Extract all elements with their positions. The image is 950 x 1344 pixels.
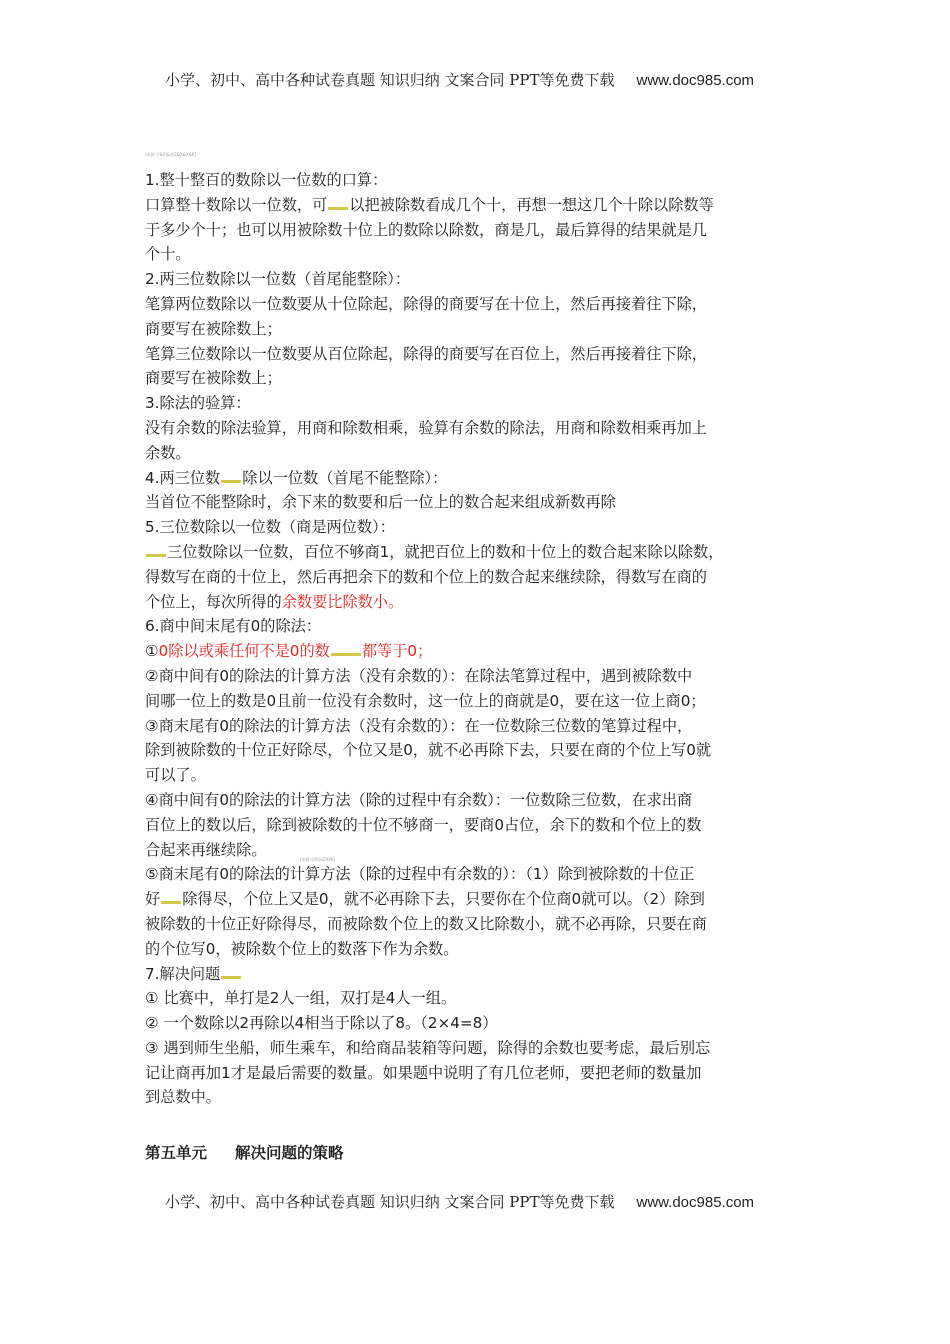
heading-1: 1.整十整百的数除以一位数的口算：	[145, 171, 388, 189]
text-line: 到总数中。	[145, 1088, 221, 1107]
heading-2: 2.两三位数除以一位数（首尾能整除）：	[145, 270, 411, 289]
text-line: ③ 遇到师生坐船，师生乘车，和给商品装箱等问题，除得的余数也要考虑，最后别忘	[145, 1038, 711, 1057]
text-line: 三位数除以一位数，百位不够商1，就把百位上的数和十位上的数合起来除以除数，	[145, 540, 813, 565]
text-line: 可以了。	[145, 766, 206, 785]
header-text: 小学、初中、高中各种试卷真题 知识归纳 文案合同 PPT等免费下载	[165, 71, 615, 89]
heading-4: 4.两三位数 除以一位数（首尾不能整除）：	[145, 468, 448, 487]
text-line: ①0除以或乘任何不是0的数 都等于0；	[145, 642, 433, 661]
text-line: 被除数的十位正好除得尽，而被除数个位上的数又比除数小，就不必再除，只要在商	[145, 914, 707, 933]
red-emphasis: 余数要比除数小。	[281, 592, 404, 611]
highlight-mark	[221, 976, 241, 979]
highlight-mark	[331, 653, 361, 656]
header-url[interactable]: www.doc985.com	[636, 72, 755, 89]
highlight-mark	[328, 207, 348, 210]
section-name: 解决问题的策略	[235, 1144, 344, 1162]
heading-6: 6.商中间末尾有0的除法：	[145, 617, 322, 636]
text-line: ① 比赛中，单打是2人一组，双打是4人一组。	[145, 989, 457, 1008]
text-line: 个位上，每次所得的余数要比除数小。	[145, 592, 404, 611]
text-line: ④商中间有0的除法的计算方法（除的过程中有余数）：一位数除三位数，在求出商	[145, 790, 693, 809]
text-line: 个十。	[145, 245, 191, 264]
text-line: ② 一个数除以2再除以4相当于除以了8。（2×4=8）	[145, 1014, 498, 1033]
highlight-mark	[161, 901, 181, 904]
source-watermark: [来源:学&科&网Z&X&X&K]	[145, 152, 196, 157]
text-line: 笔算两位数除以一位数要从十位除起，除得的商要写在十位上，然后再接着往下除，	[145, 294, 707, 313]
text-line: ③商末尾有0的除法的计算方法（没有余数的）：在一位数除三位数的笔算过程中，	[145, 716, 693, 735]
document-body	[145, 168, 813, 1110]
heading-5: 5.三位数除以一位数（商是两位数）：	[145, 518, 395, 537]
text-line: 余数。	[145, 443, 191, 462]
text-line: ⑤商末尾有0的除法的计算方法（除的过程中有余数的）：（1）除到被除数的十位正	[145, 865, 695, 884]
text-line: 口算整十数除以一位数，可 以把被除数看成几个十，再想一想这几个十除以除数等	[145, 195, 714, 214]
text-line: 好 除得尽，个位上又是0，就不必再除下去，只要你在个位商0就可以。（2）除到	[145, 890, 705, 909]
footer-url[interactable]: www.doc985.com	[636, 1194, 755, 1211]
section-unit: 第五单元	[145, 1144, 208, 1162]
text-line: 的个位写0，被除数个位上的数落下作为余数。	[145, 939, 459, 958]
text-line: 当首位不能整除时，余下来的数要和后一位上的数合起来组成新数再除	[145, 493, 616, 512]
footer-text: 小学、初中、高中各种试卷真题 知识归纳 文案合同 PPT等免费下载	[165, 1193, 615, 1211]
red-emphasis: 都等于0；	[361, 642, 433, 661]
page-footer	[165, 1191, 754, 1212]
red-emphasis: 0除以或乘任何不是0的数	[158, 642, 330, 661]
highlight-mark	[146, 554, 166, 557]
text-line: 商要写在被除数上；	[145, 319, 282, 338]
text-line: 商要写在被除数上；	[145, 369, 282, 388]
source-watermark: [来源:学科网ZXXK]	[300, 857, 336, 862]
section-title	[145, 1141, 344, 1163]
text-line: 笔算三位数除以一位数要从百位除起，除得的商要写在百位上，然后再接着往下除，	[145, 344, 707, 363]
text-line: 间哪一位上的数是0且前一位没有余数时，这一位上的商就是0，要在这一位上商0；	[145, 691, 706, 710]
text-line: 合起来再继续除。	[145, 840, 267, 859]
heading-3: 3.除法的验算：	[145, 394, 251, 413]
text-line: ②商中间有0的除法的计算方法（没有余数的）：在除法笔算过程中，遇到被除数中	[145, 666, 693, 685]
heading-7: 7.解决问题	[145, 962, 813, 987]
text-line: 于多少个十；也可以用被除数十位上的数除以除数，商是几，最后算得的结果就是几	[145, 220, 707, 239]
page-header	[165, 69, 754, 90]
text-line: 除到被除数的十位正好除尽，个位又是0，就不必再除下去，只要在商的个位上写0就	[145, 741, 712, 760]
text-line: 得数写在商的十位上，然后再把余下的数和个位上的数合起来继续除，得数写在商的	[145, 567, 707, 586]
text-line: 没有余数的除法验算，用商和除数相乘，验算有余数的除法，用商和除数相乘再加上	[145, 418, 707, 437]
text-line: 百位上的数以后，除到被除数的十位不够商一，要商0占位，余下的数和个位上的数	[145, 815, 702, 834]
highlight-mark	[221, 480, 241, 483]
text-line: 记让商再加1才是最后需要的数量。如果题中说明了有几位老师，要把老师的数量加	[145, 1063, 702, 1082]
